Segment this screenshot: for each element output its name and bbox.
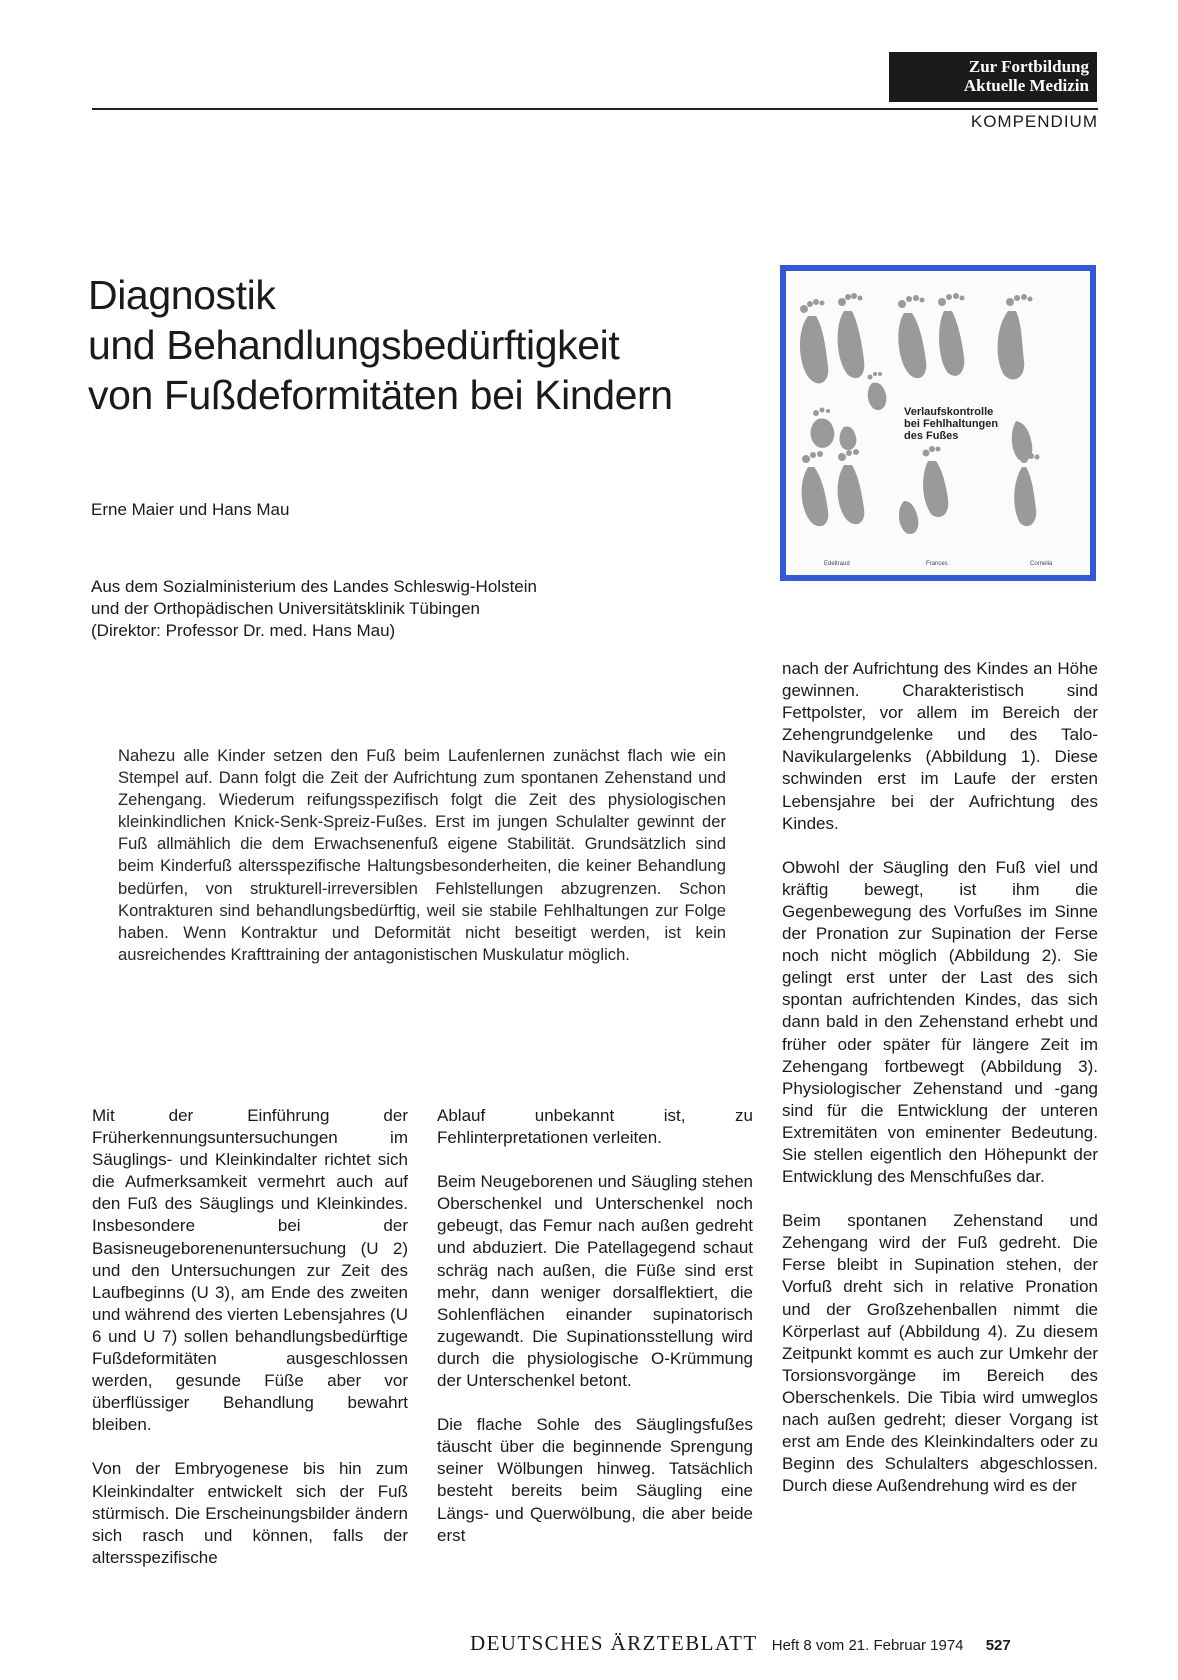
paragraph: Beim spontanen Zehenstand und Zehengang wird der Fuß gedreht. Die Ferse bleibt in Supination stehen, der Vorfuß dreht sich in relative Pronation und der Großzehenballen nimmt die Körperlast auf (Abbildung 4). Zu diesem Zeitpunkt kommt es auch zur Umkehr der Torsionsvorgänge im Bereich des Oberschenkels. Die Tibia wird umweglos nach außen gedreht; dieser Vorgang ist erst am Ende des Kleinkindalters oder zu Beginn des Schulalters abgeschlossen. Durch diese Außendrehung wird es der [782, 1211, 1098, 1496]
page-number: 527 [985, 1637, 1011, 1654]
figure-name-right: Cornelia [1030, 561, 1053, 567]
paragraph: Die flache Sohle des Säuglingsfußes täuscht über die beginnende Sprengung seiner Wölbungen hinweg. Tatsächlich besteht bereits beim Säugling eine Längs- und Querwölbung, die aber beide erst [437, 1415, 753, 1545]
footprint-figure [780, 265, 1096, 581]
affiliation-line-2: und der Orthopädischen Universitätsklinik Tübingen [91, 599, 481, 618]
paragraph: Ablauf unbekannt ist, zu Fehlinterpretationen verleiten. [437, 1106, 753, 1148]
body-column-3 [782, 658, 1098, 1519]
badge-line-1: Zur Fortbildung [968, 57, 1089, 76]
paragraph: nach der Aufrichtung des Kindes an Höhe gewinnen. Charakteristisch sind Fettpolster, vor allem im Bereich der Zehengrundgelenke und des Talo-Navikulargelenks (Abbildung 1). Diese schwinden erst im Laufe der ersten Lebensjahre bei der Aufrichtung des Kindes. [782, 659, 1098, 833]
paragraph: Mit der Einführung der Früherkennungsuntersuchungen im Säuglings- und Kleinkindalter richtet sich die Aufmerksamkeit vermehrt auch auf den Fuß des Säuglings und Kleinkindes. Insbesondere bei der Basisneugeborenenuntersuchung (U 2) und den Untersuchungen zur Zeit des Laufbeginns (U 3), am Ende des zweiten und während des vierten Lebensjahres (U 6 und U 7) sollen behandlungsbedürftige Fußdeformitäten ausgeschlossen werden, gesunde Füße aber vor überflüssiger Behandlung bewahrt bleiben. [92, 1106, 408, 1435]
figure-caption-line-1: Verlaufskontrolle [904, 406, 994, 418]
body-column-1 [92, 1105, 408, 1591]
journal-name: DEUTSCHES ÄRZTEBLATT [470, 1631, 758, 1655]
affiliation-line-3: (Direktor: Professor Dr. med. Hans Mau) [91, 621, 396, 640]
footprint-pair-bottom-middle [899, 446, 948, 534]
affiliation-line-1: Aus dem Sozialministerium des Landes Schleswig-Holstein [91, 577, 537, 596]
figure-name-left: Edeltraud [824, 561, 850, 567]
footprint-bottom-right [1014, 453, 1039, 526]
footprint-pair-top-left [800, 293, 864, 383]
article-authors: Erne Maier und Hans Mau [91, 500, 290, 519]
title-line-2: und Behandlungsbedürftigkeit [88, 322, 620, 368]
section-badge [889, 52, 1097, 102]
figure-name-middle: Frances [926, 561, 948, 567]
paragraph: Von der Embryogenese bis hin zum Kleinkindalter entwickelt sich der Fuß stürmisch. Die Erscheinungsbilder ändern sich rasch und können, falls der altersspezifische [92, 1459, 408, 1567]
section-label: KOMPENDIUM [970, 112, 1098, 131]
article-affiliation [91, 576, 537, 642]
footprint-middle-small [868, 372, 887, 410]
header-rule [92, 108, 1098, 110]
paragraph: Beim Neugeborenen und Säugling stehen Oberschenkel und Unterschenkel noch gebeugt, das Femur nach außen gedreht und abduziert. Die Patellagegend schaut schräg nach außen, die Füße sind erst mehr, dann weniger dorsalflektiert, die Sohlenflächen einander supinatorisch zugewandt. Die Supinationsstellung wird durch die physiologische O-Krümmung der Unterschenkel betont. [437, 1172, 753, 1391]
issue-info: Heft 8 vom 21. Februar 1974 [771, 1637, 964, 1654]
page-footer [470, 1631, 1011, 1656]
figure-caption-line-3: des Fußes [904, 430, 959, 442]
badge-line-2: Aktuelle Medizin [963, 76, 1089, 95]
paragraph: Obwohl der Säugling den Fuß viel und kräftig bewegt, ist ihm die Gegenbewegung des Vorfußes im Sinne der Pronation zur Supination der Ferse noch nicht möglich (Abbildung 2). Sie gelingt erst unter der Last des sich spontan aufrichtenden Kindes, das sich dann bald in den Zehenstand erhebt und früher oder später für längere Zeit im Zehengang fortbewegt (Abbildung 3). Physiologischer Zehenstand und -gang sind für die Entwicklung der unteren Extremitäten von eminenter Bedeutung. Sie stellen eigentlich den Höhepunkt der Entwicklung des Menschfußes dar. [782, 857, 1098, 1187]
title-line-3: von Fußdeformitäten bei Kindern [88, 372, 673, 418]
article-abstract: Nahezu alle Kinder setzen den Fuß beim Laufenlernen zunächst flach wie ein Stempel auf. Dann folgt die Zeit der Aufrichtung zum spontanen Zehenstand und Zehengang. Wiederum reifungsspezifisch folgt die Zeit des physiologischen kleinkindlichen Knick-Senk-Spreiz-Fußes. Erst im jungen Schulalter gewinnt der Fuß allmählich die dem Erwachsenenfuß eigene Stabilität. Grundsätzlich sind beim Kinderfuß altersspezifische Haltungsbesonderheiten, die keiner Behandlung bedürfen, von strukturell-irreversiblen Fehlstellungen abzugrenzen. Schon Kontrakturen sind behandlungsbedürftig, weil sie stabile Fehlhaltungen zur Folge haben. Wenn Kontraktur und Deformität nicht beseitigt werden, ist kein ausreichendes Krafttraining der antagonistischen Muskulatur möglich. [118, 746, 726, 964]
title-line-1: Diagnostik [88, 272, 276, 318]
figure-caption-line-2: bei Fehlhaltungen [904, 418, 999, 430]
article-title [88, 270, 768, 420]
footprint-pair-top-middle [898, 293, 965, 378]
body-column-2 [437, 1105, 753, 1569]
footprint-pair-bottom-left [802, 449, 865, 526]
figure-caption [904, 406, 998, 442]
footprint-top-right [998, 294, 1033, 379]
footprint-left-small [811, 408, 857, 451]
